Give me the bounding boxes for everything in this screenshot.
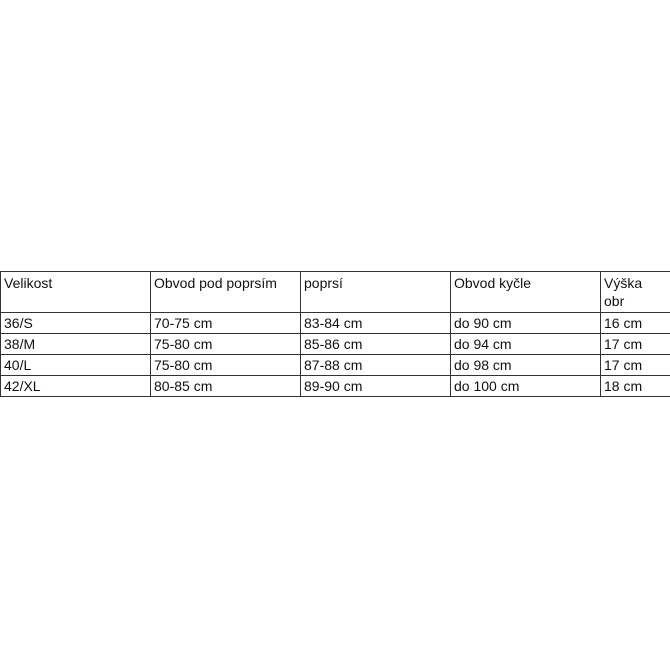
header-cell-bust: poprsí [301,272,451,313]
header-cell-size: Velikost [1,272,151,313]
cell-size: 40/L [1,355,151,376]
cell-underbust: 70-75 cm [151,313,301,334]
cell-size: 42/XL [1,376,151,397]
cell-underbust: 75-80 cm [151,334,301,355]
cell-bust: 87-88 cm [301,355,451,376]
header-cell-hips: Obvod kyčle [451,272,601,313]
cell-bust: 89-90 cm [301,376,451,397]
header-cell-underbust: Obvod pod poprsím [151,272,301,313]
table-row [1,355,670,376]
cell-underbust: 75-80 cm [151,355,301,376]
cell-hips: do 94 cm [451,334,601,355]
table-row [1,334,670,355]
header-height-line-1: Výška [604,275,643,291]
cell-height: 17 cm [601,355,670,376]
header-height-line-2: obr [604,293,625,309]
cell-hips: do 98 cm [451,355,601,376]
header-cell-height [601,272,670,313]
cell-size: 36/S [1,313,151,334]
cell-height: 16 cm [601,313,670,334]
cell-underbust: 80-85 cm [151,376,301,397]
table-row [1,376,670,397]
size-chart-table [0,271,670,397]
cell-height: 17 cm [601,334,670,355]
table-header-row [1,272,670,313]
cell-height: 18 cm [601,376,670,397]
table-row [1,313,670,334]
cell-size: 38/M [1,334,151,355]
cell-bust: 83-84 cm [301,313,451,334]
cell-hips: do 90 cm [451,313,601,334]
cell-hips: do 100 cm [451,376,601,397]
cell-bust: 85-86 cm [301,334,451,355]
